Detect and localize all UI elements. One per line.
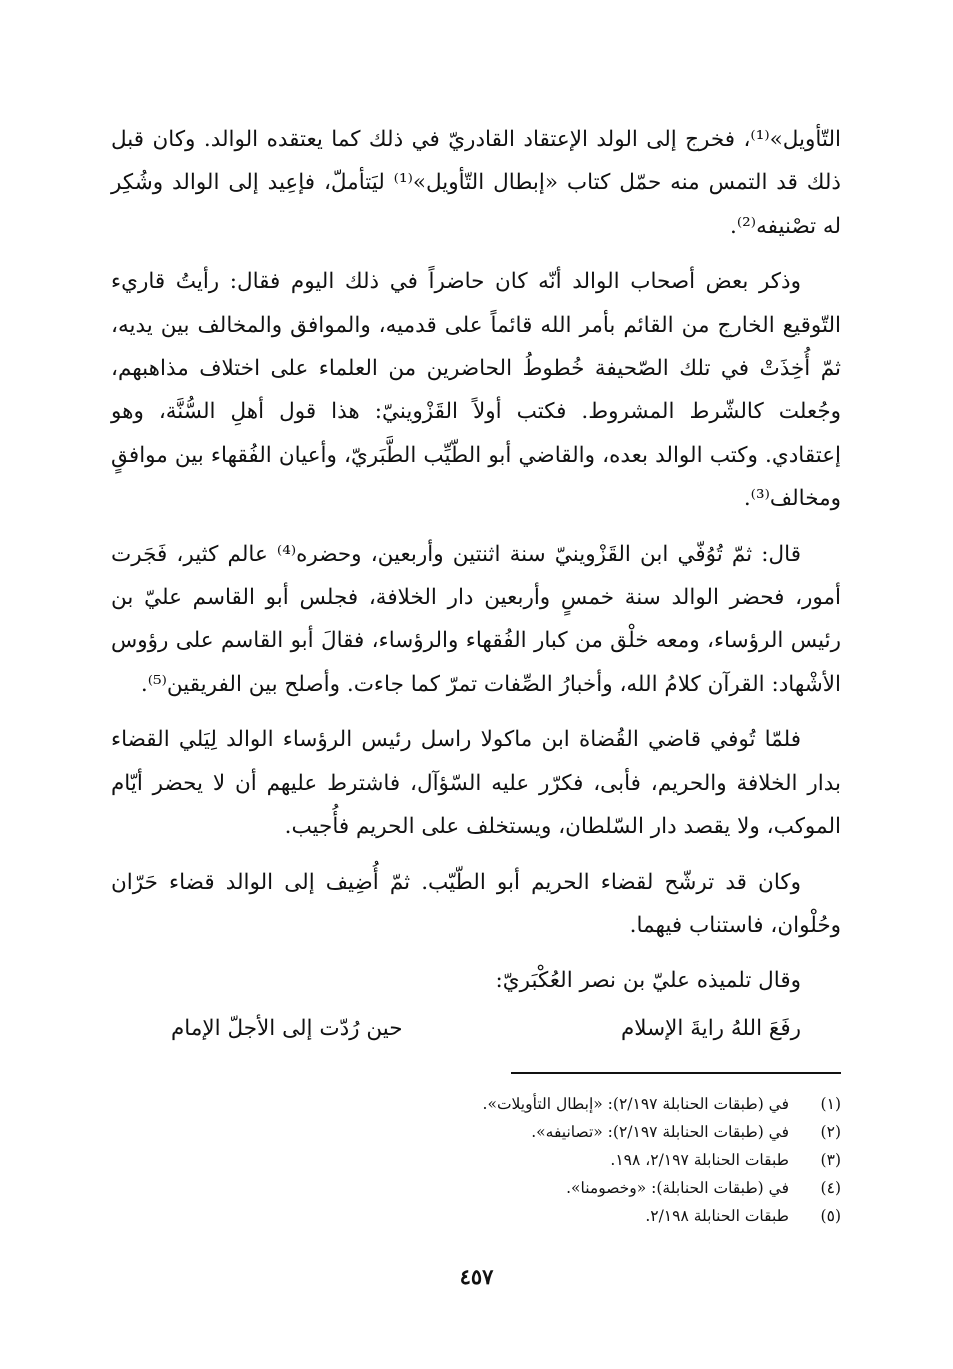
- footnote: [111, 1118, 841, 1146]
- footnote-number: (٥): [820, 1207, 841, 1225]
- footnote-text: طبقات الحنابلة ٢/١٩٧، ١٩٨.: [610, 1151, 789, 1169]
- footnote-text: في (طبقات الحنابلة ٢/١٩٧): «تصانيفه».: [531, 1123, 789, 1141]
- verse-first-hemistich: رفَعَ اللهُ رايةَ الإسلام: [620, 1015, 801, 1041]
- footnote-text: في (طبقات الحنابلة ٢/١٩٧): «إبطال التأويلات».: [482, 1095, 789, 1113]
- paragraph-3: قال: ثمّ تُوُفّي ابن القَزْوينيّ سنة اثنتين وأربعين، وحضره⁽⁴⁾ عالم كثير، فَجَرت أمور، فحضر الوالد سنة خمسٍ وأربعين دار الخلافة، فجلس أبو القاسم عليّ بن رئيس الرؤساء، ومعه خلْق من كبار الفُقهاء والرؤساء، فقالَ أبو القاسم على رؤوس الأشْهاد: القرآن كلامُ الله، وأخبارُ الصِّفات تمرّ كما جاءت. وأصلح بين الفريقين⁽⁵⁾.: [111, 541, 841, 697]
- paragraph-1: التّأويل»⁽¹⁾، فخرج إلى الولد الإعتقاد القادريّ في ذلك كما يعتقده الوالد. وكان قبل ذلك قد التمس منه حمّل كتاب «إبطال التّأويل»⁽¹⁾ ليَتأملّ، فإعِيد إلى الوالد وشُكِر له تصْنيفه⁽²⁾.: [111, 127, 841, 239]
- footnote-number: (٢): [820, 1123, 841, 1141]
- paragraph-6: وقال تلميذه عليّ بن نصر العُكْبَريّ:: [495, 968, 801, 994]
- footnote: [111, 1146, 841, 1174]
- footnotes: [111, 1090, 841, 1230]
- paragraph-4: فلمّا تُوفي قاضي القُضاة ابن ماكولا راسل رئيس الرؤساء الوالد لِيَلي القضاء بدار الخلافة والحريم، فأبى، فكرّر عليه السّؤآل، فاشترط عليهم أن لا يحضر أيّام الموكب، ولا يقصد دار السّلطان، ويستخلف على الحريم فأُجيب.: [111, 727, 841, 840]
- footnote-text: في (طبقات الحنابلة): «وخصومنا».: [566, 1179, 789, 1197]
- verse-second-hemistich: حين رُدّت إلى الأجلّ الإمام: [171, 1015, 403, 1041]
- main-text: [111, 118, 841, 1050]
- paragraph-5: وكان قد ترشّح لقضاء الحريم أبو الطّيّب. ثمّ أُضِيف إلى الوالد قضاء حَرّان وحُلْوان، فاستناب فيهما.: [111, 869, 841, 938]
- paragraph-2: وذكر بعض أصحاب الوالد أنّه كان حاضراً في ذلك اليوم فقال: رأيتُ قاريء التّوقيع الخارج من القائم بأمر الله قائماً على قدميه، والموافق والمخالف بين يديه، ثمّ أُخِذَتْ في تلك الصّحيفة خُطوطُ الحاضرين من العلماء على اختلاف مذاهبهم، وجُعلت كالشّرط المشروط. فكتب أولاً القَزْوينيّ: هذا قول أهلِ السُّنَّة، وهو إعتقادي. وكتب الوالد بعده، والقاضي أبو الطّيِّب الطَّبَريّ، وأعيان الفُقهاء بين موافقٍ ومخالف⁽³⁾.: [111, 269, 841, 512]
- page-number: ٤٥٧: [459, 1264, 494, 1289]
- footnote-number: (٤): [820, 1179, 841, 1197]
- footnote: [111, 1174, 841, 1202]
- poem-verse: [111, 1007, 841, 1050]
- footnote-text: طبقات الحنابلة ٢/١٩٨.: [645, 1207, 789, 1225]
- footnote: [111, 1202, 841, 1230]
- footnote-number: (١): [820, 1095, 841, 1113]
- footnote-separator: [511, 1072, 841, 1074]
- footnote-number: (٣): [820, 1151, 841, 1169]
- footnote: [111, 1090, 841, 1118]
